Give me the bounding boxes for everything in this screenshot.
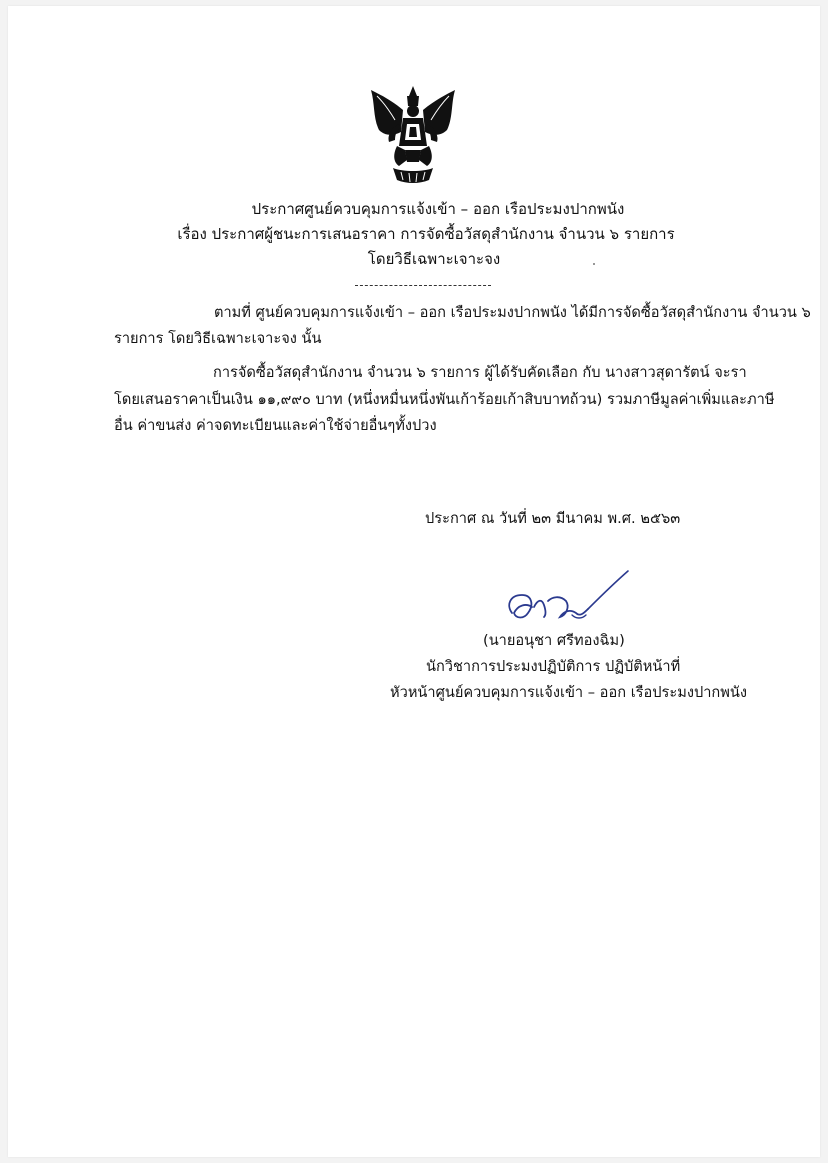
header-divider xyxy=(355,285,491,286)
paragraph-2-line-2: โดยเสนอราคาเป็นเงิน ๑๑,๙๙๐ บาท (หนึ่งหมื่นหนึ่งพันเก้าร้อยเก้าสิบบาทถ้วน) รวมภาษีมูลค่าเพิ่มและภาษี xyxy=(114,391,775,408)
garuda-emblem-icon xyxy=(363,80,463,188)
signatory-title: หัวหน้าศูนย์ควบคุมการแจ้งเข้า – ออก เรือประมงปากพนัง xyxy=(390,684,747,701)
paragraph-2-line-3: อื่น ค่าขนส่ง ค่าจดทะเบียนและค่าใช้จ่ายอื่นๆทั้งปวง xyxy=(114,417,437,434)
signatory-position: นักวิชาการประมงปฏิบัติการ ปฏิบัติหน้าที่ xyxy=(426,658,681,675)
announcement-date: ประกาศ ณ วันที่ ๒๓ มีนาคม พ.ศ. ๒๕๖๓ xyxy=(425,510,681,527)
paragraph-1-line-2: รายการ โดยวิธีเฉพาะเจาะจง นั้น xyxy=(114,330,322,347)
announcement-subject: เรื่อง ประกาศผู้ชนะการเสนอราคา การจัดซื้อวัสดุสำนักงาน จำนวน ๖ รายการ xyxy=(177,225,675,243)
paragraph-1-line-1: ตามที่ ศูนย์ควบคุมการแจ้งเข้า – ออก เรือประมงปากพนัง ได้มีการจัดซื้อวัสดุสำนักงาน จำนวน ๖ xyxy=(214,304,811,321)
signatory-name: (นายอนุชา ศรีทองฉิม) xyxy=(483,632,625,649)
announcement-title: ประกาศศูนย์ควบคุมการแจ้งเข้า – ออก เรือประมงปากพนัง xyxy=(251,200,625,218)
paragraph-2-line-1: การจัดซื้อวัสดุสำนักงาน จำนวน ๖ รายการ ผู้ได้รับคัดเลือก กับ นางสาวสุดารัตน์ จะรา xyxy=(213,364,747,381)
stray-mark xyxy=(593,263,595,265)
procurement-method: โดยวิธีเฉพาะเจาะจง xyxy=(367,250,501,268)
handwritten-signature xyxy=(500,565,635,635)
